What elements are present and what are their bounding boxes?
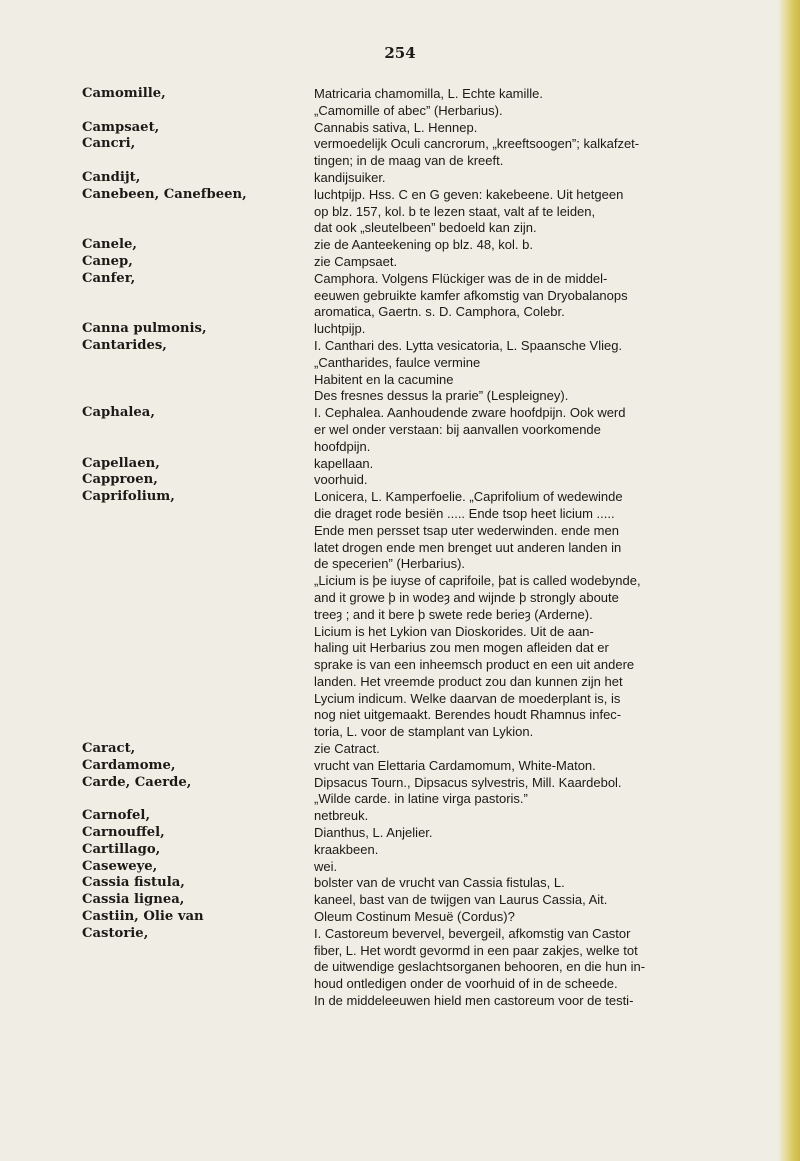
entry-definition <box>314 775 772 809</box>
definition-line: nog niet uitgemaakt. Berendes houdt Rhamnus infec- <box>314 707 622 723</box>
definition-line: I. Canthari des. Lytta vesicatoria, L. Spaansche Vlieg. <box>314 337 623 353</box>
glossary-entry <box>82 741 772 758</box>
glossary-entry <box>82 842 772 859</box>
definition-line: toria, L. voor de stamplant van Lykion. <box>314 724 534 740</box>
definition-line: fiber, L. Het wordt gevormd in een paar zakjes, welke tot <box>314 942 638 958</box>
definition-line: „Licium is þe iuyse of caprifoile, þat is called wodebynde, <box>314 573 641 589</box>
definition-line: luchtpijp. <box>314 321 366 337</box>
entry-definition <box>314 86 772 120</box>
definition-line: zie de Aanteekening op blz. 48, kol. b. <box>314 237 533 253</box>
entry-term: Capproen, <box>82 472 158 488</box>
definition-line: Dianthus, L. Anjelier. <box>314 825 433 841</box>
page-number: 254 <box>384 44 416 62</box>
entry-definition <box>314 825 772 842</box>
entry-term: Camomille, <box>82 86 166 101</box>
glossary-entry <box>82 808 772 825</box>
definition-line: In de middeleeuwen hield men castoreum voor de testi- <box>314 993 634 1009</box>
definition-line: de uitwendige geslachtsorganen behooren, en die hun in- <box>314 959 646 975</box>
entry-definition <box>314 741 772 758</box>
entry-definition <box>314 859 772 876</box>
definition-line: tingen; in de maag van de kreeft. <box>314 153 504 169</box>
definition-line: er wel onder verstaan: bij aanvallen voorkomende <box>314 421 601 437</box>
definition-line: dat ook „sleutelbeen” bedoeld kan zijn. <box>314 220 537 236</box>
entry-definition <box>314 271 772 321</box>
entry-term: Caseweye, <box>82 858 158 874</box>
definition-line: op blz. 157, kol. b te lezen staat, valt af te leiden, <box>314 203 596 219</box>
entry-term: Cassia lignea, <box>82 892 185 908</box>
entry-definition <box>314 405 772 455</box>
definition-line: treeȝ ; and it bere þ swete rede berieȝ (Arderne). <box>314 606 593 622</box>
definition-line: „Camomille of abec” (Herbarius). <box>314 102 503 118</box>
glossary-entry <box>82 187 772 237</box>
definition-line: Lycium indicum. Welke daarvan de moederplant is, is <box>314 690 621 706</box>
entry-definition <box>314 758 772 775</box>
definition-line: kandijsuiker. <box>314 169 386 185</box>
entry-definition <box>314 254 772 271</box>
glossary-entry <box>82 775 772 809</box>
glossary-entry <box>82 136 772 170</box>
definition-line: Lonicera, L. Kamperfoelie. „Caprifolium of wedewinde <box>314 489 623 505</box>
definition-line: vermoedelijk Oculi cancrorum, „kreeftsoogen”; kalkafzet- <box>314 136 640 152</box>
definition-line: de specerien” (Herbarius). <box>314 556 466 572</box>
glossary-entry <box>82 321 772 338</box>
definition-line: sprake is van een inheemsch product en een uit andere <box>314 657 635 673</box>
entry-definition <box>314 170 772 187</box>
entry-term: Carnofel, <box>82 808 151 824</box>
entry-term: Caprifolium, <box>82 489 175 505</box>
definition-line: kaneel, bast van de twijgen van Laurus Cassia, Ait. <box>314 892 608 908</box>
definition-line: houd ontledigen onder de voorhuid of in de scheede. <box>314 976 618 992</box>
entry-definition <box>314 808 772 825</box>
entry-term: Castiin, Olie van Castorie, <box>82 909 204 941</box>
definition-line: Ende men persset tsap uter wederwinden. ende men <box>314 522 619 538</box>
glossary-entry <box>82 909 772 1010</box>
definition-line: zie Catract. <box>314 741 380 757</box>
definition-line: voorhuid. <box>314 472 368 488</box>
definition-line: Dipsacus Tourn., Dipsacus sylvestris, Mill. Kaardebol. <box>314 774 622 790</box>
entry-term: Canep, <box>82 253 133 269</box>
glossary-entry <box>82 170 772 187</box>
definition-line: wei. <box>314 858 338 874</box>
entry-definition <box>314 338 772 405</box>
glossary-entry <box>82 859 772 876</box>
glossary-entry <box>82 472 772 489</box>
definition-line: Licium is het Lykion van Dioskorides. Uit de aan- <box>314 623 594 639</box>
definition-line: luchtpijp. Hss. C en G geven: kakebeene. Uit hetgeen <box>314 186 624 202</box>
definition-line: „Wilde carde. in latine virga pastoris.” <box>314 791 528 807</box>
entry-term: Capellaen, <box>82 455 160 471</box>
glossary-entry <box>82 456 772 473</box>
definition-line: kapellaan. <box>314 455 374 471</box>
glossary-entry <box>82 825 772 842</box>
entry-term: Candijt, <box>82 169 141 185</box>
definition-line: landen. Het vreemde product zou dan kunnen zijn het <box>314 673 623 689</box>
entry-definition <box>314 120 772 137</box>
definition-line: latet drogen ende men brenget uut anderen landen in <box>314 539 622 555</box>
entry-term: Caract, <box>82 741 136 757</box>
definition-line: vrucht van Elettaria Cardamomum, White-Maton. <box>314 757 596 773</box>
entry-definition <box>314 136 772 170</box>
entry-definition <box>314 892 772 909</box>
definition-line: hoofdpijn. <box>314 438 371 454</box>
entry-term: Carde, Caerde, <box>82 774 192 790</box>
definition-line: eeuwen gebruikte kamfer afkomstig van Dryobalanops <box>314 287 628 303</box>
definition-line: haling uit Herbarius zou men mogen afleiden dat er <box>314 640 609 656</box>
definition-line: Des fresnes dessus la prarie” (Lespleigney). <box>314 388 569 404</box>
entry-term: Carnouffel, <box>82 825 165 841</box>
glossary-entry <box>82 405 772 455</box>
definition-line: I. Cephalea. Aanhoudende zware hoofdpijn. Ook werd <box>314 405 626 421</box>
glossary-entry <box>82 758 772 775</box>
page-edge <box>778 0 800 1161</box>
entry-definition <box>314 187 772 237</box>
glossary-entry <box>82 489 772 741</box>
definition-line: netbreuk. <box>314 808 369 824</box>
definition-line: zie Campsaet. <box>314 253 398 269</box>
definition-line: Camphora. Volgens Flückiger was de in de middel- <box>314 270 608 286</box>
definition-line: kraakbeen. <box>314 841 379 857</box>
entry-term: Caphalea, <box>82 405 155 421</box>
entry-definition <box>314 875 772 892</box>
glossary-entry <box>82 237 772 254</box>
entry-term: Canele, <box>82 237 138 253</box>
definition-line: aromatica, Gaertn. s. D. Camphora, Colebr. <box>314 304 565 320</box>
entry-term: Cassia fistula, <box>82 875 185 891</box>
entry-term: Cantarides, <box>82 337 167 353</box>
entry-definition <box>314 842 772 859</box>
glossary-list <box>82 86 772 1010</box>
definition-line: Oleum Costinum Mesuë (Cordus)? <box>314 909 515 925</box>
glossary-entry <box>82 892 772 909</box>
glossary-entry <box>82 338 772 405</box>
definition-line: I. Castoreum bevervel, bevergeil, afkomstig van Castor <box>314 925 631 941</box>
glossary-entry <box>82 875 772 892</box>
definition-line: Matricaria chamomilla, L. Echte kamille. <box>314 86 544 101</box>
entry-definition <box>314 237 772 254</box>
entry-definition <box>314 472 772 489</box>
definition-line: „Cantharides, faulce vermine <box>314 354 481 370</box>
entry-definition <box>314 489 772 741</box>
entry-term: Cartillago, <box>82 841 161 857</box>
entry-term: Canebeen, Canefbeen, <box>82 186 247 202</box>
definition-line: die draget rode besiën ..... Ende tsop heet licium ..... <box>314 505 615 521</box>
definition-line: and it growe þ in wodeȝ and wijnde þ strongly aboute <box>314 589 619 605</box>
glossary-entry <box>82 254 772 271</box>
entry-term: Campsaet, <box>82 119 160 135</box>
definition-line: bolster van de vrucht van Cassia fistulas, L. <box>314 875 565 891</box>
definition-line: Cannabis sativa, L. Hennep. <box>314 119 478 135</box>
entry-definition <box>314 909 772 1010</box>
glossary-entry <box>82 271 772 321</box>
entry-definition <box>314 321 772 338</box>
glossary-entry <box>82 86 772 120</box>
entry-term: Cancri, <box>82 136 136 152</box>
entry-term: Canna pulmonis, <box>82 321 207 337</box>
glossary-entry <box>82 120 772 137</box>
entry-definition <box>314 456 772 473</box>
entry-term: Cardamome, <box>82 757 176 773</box>
definition-line: Habitent en la cacumine <box>314 371 454 387</box>
entry-term: Canfer, <box>82 270 136 286</box>
